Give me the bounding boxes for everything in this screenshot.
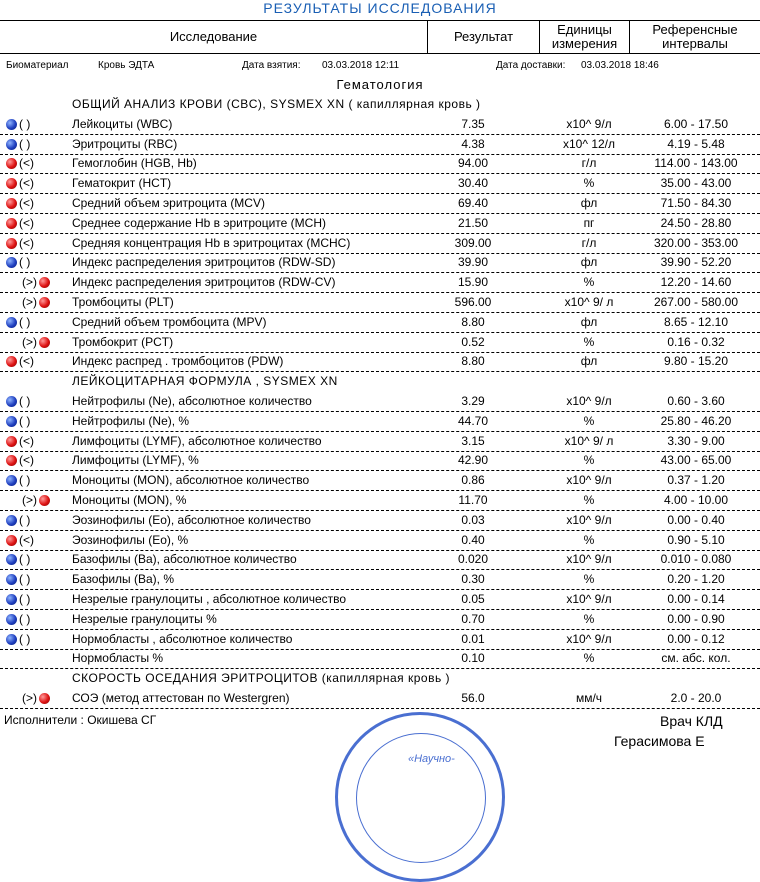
test-result: 3.29 bbox=[461, 394, 485, 408]
normal-dot-icon bbox=[6, 396, 17, 407]
doctor-name: Герасимова Е bbox=[614, 733, 705, 749]
abnormal-dot-icon bbox=[6, 455, 17, 466]
normal-dot-icon bbox=[6, 574, 17, 585]
flag-indicator bbox=[6, 176, 56, 192]
test-reference: 0.20 - 1.20 bbox=[667, 572, 725, 587]
test-name: Эозинофилы (Eo), % bbox=[72, 532, 189, 547]
flag-indicator bbox=[6, 612, 56, 628]
table-row bbox=[0, 649, 760, 669]
flag-indicator bbox=[6, 275, 56, 291]
flag-symbol: ( ) bbox=[19, 611, 31, 626]
flag-symbol: ( ) bbox=[19, 413, 31, 428]
test-name: Среднее содержание Hb в эритроците (MCH) bbox=[72, 215, 326, 230]
test-reference: 0.60 - 3.60 bbox=[667, 394, 725, 408]
abnormal-dot-icon bbox=[39, 277, 50, 288]
test-result: 69.40 bbox=[457, 196, 489, 210]
test-result: 0.05 bbox=[461, 592, 485, 606]
flag-symbol: ( ) bbox=[19, 631, 31, 646]
test-result: 94.00 bbox=[457, 156, 489, 171]
flag-indicator bbox=[6, 354, 56, 370]
test-reference: 2.0 - 20.0 bbox=[670, 691, 722, 705]
table-row bbox=[0, 135, 760, 155]
test-reference: 4.19 - 5.48 bbox=[667, 136, 725, 151]
flag-symbol: (<) bbox=[19, 453, 34, 468]
flag-symbol: (<) bbox=[19, 196, 34, 210]
flag-indicator bbox=[6, 533, 56, 549]
flag-symbol: (<) bbox=[19, 354, 34, 369]
test-result: 30.40 bbox=[457, 176, 489, 191]
abnormal-dot-icon bbox=[6, 356, 17, 367]
test-name: Моноциты (MON), абсолютное количество bbox=[72, 473, 310, 488]
test-unit: % bbox=[583, 275, 595, 290]
flag-symbol: (>) bbox=[22, 493, 37, 507]
test-unit: % bbox=[583, 413, 595, 428]
test-unit: x10^ 9/л bbox=[566, 512, 612, 527]
flag-indicator bbox=[6, 592, 56, 608]
flag-indicator bbox=[6, 513, 56, 529]
biomaterial-label: Биоматериал bbox=[6, 60, 69, 71]
test-name: Гемоглобин (HGB, Hb) bbox=[72, 156, 197, 171]
test-unit: % bbox=[583, 493, 595, 507]
stamp-text: «Научно- bbox=[408, 753, 455, 765]
abnormal-dot-icon bbox=[6, 178, 17, 189]
test-result: 0.03 bbox=[461, 512, 485, 527]
test-result: 42.90 bbox=[457, 453, 489, 468]
flag-symbol: (<) bbox=[19, 235, 34, 250]
taken-date-value: 03.03.2018 12:11 bbox=[322, 60, 400, 71]
test-reference: 320.00 - 353.00 bbox=[653, 235, 739, 250]
table-row bbox=[0, 392, 760, 412]
table-row bbox=[0, 570, 760, 590]
test-unit: x10^ 9/л bbox=[566, 552, 612, 567]
test-reference: 43.00 - 65.00 bbox=[660, 453, 732, 468]
test-result: 0.40 bbox=[461, 532, 485, 547]
test-reference: 12.20 - 14.60 bbox=[660, 275, 732, 290]
normal-dot-icon bbox=[6, 317, 17, 328]
test-unit: % bbox=[583, 611, 595, 626]
test-name: Базофилы (Ba), абсолютное количество bbox=[72, 552, 297, 567]
test-name: Индекс распределения эритроцитов (RDW-SD) bbox=[72, 255, 336, 270]
test-result: 39.90 bbox=[457, 255, 489, 270]
table-row bbox=[0, 432, 760, 452]
flag-symbol: (>) bbox=[22, 691, 37, 705]
test-result: 56.0 bbox=[461, 691, 485, 705]
column-study: Исследование bbox=[169, 29, 258, 44]
stamp-seal bbox=[335, 712, 505, 882]
delivery-date-label: Дата доставки: bbox=[496, 60, 566, 71]
test-result: 3.15 bbox=[461, 433, 485, 448]
test-unit: г/л bbox=[581, 156, 597, 171]
test-unit: x10^ 9/ л bbox=[564, 295, 614, 309]
test-result: 0.52 bbox=[461, 334, 485, 349]
flag-indicator bbox=[6, 335, 56, 351]
group-title: ОБЩИЙ АНАЛИЗ КРОВИ (CBC), SYSMEX XN ( капиллярная кровь ) bbox=[72, 97, 481, 111]
abnormal-dot-icon bbox=[6, 218, 17, 229]
test-reference: 3.30 - 9.00 bbox=[667, 433, 725, 448]
normal-dot-icon bbox=[6, 515, 17, 526]
test-unit: x10^ 9/л bbox=[566, 631, 612, 646]
flag-indicator bbox=[6, 572, 56, 588]
table-row bbox=[0, 531, 760, 551]
flag-indicator bbox=[6, 691, 56, 707]
flag-indicator bbox=[6, 117, 56, 133]
test-reference: 25.80 - 46.20 bbox=[660, 413, 732, 428]
flag-indicator bbox=[6, 552, 56, 568]
test-reference: 39.90 - 52.20 bbox=[660, 255, 732, 270]
test-name: Нейтрофилы (Ne), % bbox=[72, 413, 190, 428]
test-reference: 4.00 - 10.00 bbox=[663, 493, 729, 507]
flag-symbol: ( ) bbox=[19, 552, 31, 567]
doctor-title: Врач КЛД bbox=[660, 713, 723, 729]
normal-dot-icon bbox=[6, 139, 17, 150]
test-unit: мм/ч bbox=[575, 691, 603, 705]
test-unit: % bbox=[583, 651, 595, 666]
table-row bbox=[0, 412, 760, 432]
test-name: Индекс распределения эритроцитов (RDW-CV) bbox=[72, 275, 336, 290]
test-reference: 8.65 - 12.10 bbox=[663, 314, 729, 329]
table-row bbox=[0, 273, 760, 293]
flag-indicator bbox=[6, 434, 56, 450]
flag-symbol: (>) bbox=[22, 295, 37, 309]
taken-date-label: Дата взятия: bbox=[242, 60, 301, 71]
test-name: Тромбокрит (PCT) bbox=[72, 334, 174, 349]
normal-dot-icon bbox=[6, 554, 17, 565]
abnormal-dot-icon bbox=[39, 693, 50, 704]
test-reference: 0.00 - 0.14 bbox=[667, 592, 725, 606]
test-result: 4.38 bbox=[461, 136, 485, 151]
test-result: 44.70 bbox=[457, 413, 489, 428]
test-result: 15.90 bbox=[457, 275, 489, 290]
test-unit: г/л bbox=[581, 235, 597, 250]
table-row bbox=[0, 590, 760, 610]
table-row bbox=[0, 333, 760, 353]
flag-symbol: (<) bbox=[19, 433, 34, 448]
test-reference: 0.16 - 0.32 bbox=[667, 334, 725, 349]
test-reference: 0.00 - 0.90 bbox=[667, 611, 725, 626]
test-result: 8.80 bbox=[461, 314, 485, 329]
test-name: Лейкоциты (WBC) bbox=[72, 116, 173, 131]
test-unit: x10^ 9/ л bbox=[564, 433, 614, 448]
test-name: Средний объем эритроцита (MCV) bbox=[72, 196, 265, 210]
table-row bbox=[0, 630, 760, 650]
test-reference: 0.90 - 5.10 bbox=[667, 532, 725, 547]
flag-indicator bbox=[6, 493, 56, 509]
flag-symbol: ( ) bbox=[19, 512, 31, 527]
section-title: Гематология bbox=[336, 77, 424, 92]
test-unit: % bbox=[583, 176, 595, 191]
test-unit: x10^ 9/л bbox=[566, 473, 612, 488]
performers: Исполнители : Окишева СГ bbox=[4, 713, 157, 727]
flag-symbol: ( ) bbox=[19, 116, 31, 131]
test-unit: x10^ 9/л bbox=[566, 116, 612, 131]
test-result: 21.50 bbox=[457, 215, 489, 230]
column-reference: Референсные интервалы bbox=[629, 21, 760, 53]
flag-symbol: (>) bbox=[22, 334, 37, 349]
flag-indicator bbox=[6, 255, 56, 271]
flag-symbol: ( ) bbox=[19, 394, 31, 408]
test-name: Тромбоциты (PLT) bbox=[72, 295, 174, 309]
flag-indicator bbox=[6, 137, 56, 153]
table-row bbox=[0, 234, 760, 254]
test-name: Эозинофилы (Eo), абсолютное количество bbox=[72, 512, 311, 527]
test-reference: 0.37 - 1.20 bbox=[667, 473, 725, 488]
test-unit: x10^ 12/л bbox=[563, 136, 615, 151]
table-row bbox=[0, 451, 760, 471]
test-reference: 0.010 - 0.080 bbox=[660, 552, 732, 567]
flag-symbol: (<) bbox=[19, 176, 34, 191]
test-name: Индекс распред . тромбоцитов (PDW) bbox=[72, 354, 284, 369]
test-unit: x10^ 9/л bbox=[566, 394, 612, 408]
test-result: 11.70 bbox=[458, 493, 488, 507]
abnormal-dot-icon bbox=[39, 495, 50, 506]
table-row bbox=[0, 253, 760, 273]
test-result: 8.80 bbox=[461, 354, 485, 369]
flag-indicator bbox=[6, 196, 56, 212]
table-row bbox=[0, 491, 760, 511]
test-unit: фл bbox=[580, 354, 598, 369]
test-unit: % bbox=[583, 532, 595, 547]
test-result: 0.30 bbox=[461, 572, 485, 587]
test-result: 0.10 bbox=[461, 651, 485, 666]
table-row bbox=[0, 352, 760, 372]
flag-symbol: (>) bbox=[22, 275, 37, 290]
flag-symbol: (<) bbox=[19, 532, 34, 547]
abnormal-dot-icon bbox=[6, 198, 17, 209]
test-unit: фл bbox=[580, 196, 598, 210]
flag-indicator bbox=[6, 453, 56, 469]
table-row bbox=[0, 313, 760, 333]
test-reference: 267.00 - 580.00 bbox=[653, 295, 739, 309]
test-name: Незрелые гранулоциты % bbox=[72, 611, 217, 626]
table-row bbox=[0, 154, 760, 174]
normal-dot-icon bbox=[6, 614, 17, 625]
normal-dot-icon bbox=[6, 594, 17, 605]
flag-symbol: (<) bbox=[19, 215, 34, 230]
test-result: 309.00 bbox=[454, 235, 492, 250]
flag-symbol: (<) bbox=[19, 156, 34, 171]
column-units: Единицы измерения bbox=[539, 21, 629, 53]
test-name: Лимфоциты (LYMF), абсолютное количество bbox=[72, 433, 322, 448]
flag-symbol: ( ) bbox=[19, 592, 31, 606]
flag-indicator bbox=[6, 236, 56, 252]
test-name: СОЭ (метод аттестован по Westergren) bbox=[72, 691, 290, 705]
flag-indicator bbox=[6, 156, 56, 172]
test-name: Нормобласты , абсолютное количество bbox=[72, 631, 293, 646]
table-row bbox=[0, 471, 760, 491]
test-unit: % bbox=[583, 334, 595, 349]
table-row bbox=[0, 194, 760, 214]
test-reference: 9.80 - 15.20 bbox=[663, 354, 729, 369]
normal-dot-icon bbox=[6, 416, 17, 427]
test-unit: % bbox=[583, 572, 595, 587]
biomaterial-value: Кровь ЭДТА bbox=[98, 60, 155, 71]
group-title: СКОРОСТЬ ОСЕДАНИЯ ЭРИТРОЦИТОВ (капиллярная кровь ) bbox=[72, 671, 451, 686]
test-result: 596.00 bbox=[454, 295, 492, 309]
abnormal-dot-icon bbox=[39, 297, 50, 308]
normal-dot-icon bbox=[6, 634, 17, 645]
table-row bbox=[0, 293, 760, 313]
abnormal-dot-icon bbox=[39, 337, 50, 348]
report-title: РЕЗУЛЬТАТЫ ИССЛЕДОВАНИЯ bbox=[263, 0, 497, 16]
flag-indicator bbox=[6, 394, 56, 410]
test-result: 0.020 bbox=[457, 552, 489, 567]
test-name: Средняя концентрация Hb в эритроцитах (MCHC) bbox=[72, 235, 351, 250]
test-reference: 24.50 - 28.80 bbox=[660, 215, 732, 230]
test-unit: % bbox=[583, 453, 595, 468]
test-reference: 35.00 - 43.00 bbox=[660, 176, 732, 191]
abnormal-dot-icon bbox=[6, 238, 17, 249]
test-name: Лимфоциты (LYMF), % bbox=[72, 453, 199, 468]
test-reference: 0.00 - 0.40 bbox=[667, 512, 725, 527]
flag-symbol: ( ) bbox=[19, 314, 31, 329]
delivery-date-value: 03.03.2018 18:46 bbox=[581, 60, 659, 71]
table-row bbox=[0, 174, 760, 194]
table-row bbox=[0, 550, 760, 570]
abnormal-dot-icon bbox=[6, 158, 17, 169]
flag-indicator bbox=[6, 315, 56, 331]
test-unit: x10^ 9/л bbox=[566, 592, 612, 606]
test-result: 0.70 bbox=[461, 611, 485, 626]
test-name: Нейтрофилы (Ne), абсолютное количество bbox=[72, 394, 312, 408]
flag-symbol: ( ) bbox=[19, 572, 31, 587]
test-name: Базофилы (Ba), % bbox=[72, 572, 174, 587]
test-result: 0.01 bbox=[461, 631, 485, 646]
flag-indicator bbox=[6, 632, 56, 648]
normal-dot-icon bbox=[6, 257, 17, 268]
normal-dot-icon bbox=[6, 475, 17, 486]
test-result: 0.86 bbox=[461, 473, 485, 488]
test-unit: пг bbox=[583, 215, 595, 230]
table-row bbox=[0, 511, 760, 531]
test-reference: 114.00 - 143.00 bbox=[654, 156, 738, 171]
test-reference: 6.00 - 17.50 bbox=[663, 116, 729, 131]
test-result: 7.35 bbox=[461, 116, 485, 131]
flag-indicator bbox=[6, 473, 56, 489]
group-title: ЛЕЙКОЦИТАРНАЯ ФОРМУЛА , SYSMEX XN bbox=[72, 374, 338, 389]
test-reference: см. абс. кол. bbox=[661, 651, 731, 666]
abnormal-dot-icon bbox=[6, 436, 17, 447]
test-reference: 71.50 - 84.30 bbox=[660, 196, 732, 210]
test-name: Гематокрит (HCT) bbox=[72, 176, 172, 191]
flag-indicator bbox=[6, 295, 56, 311]
table-row bbox=[0, 214, 760, 234]
column-result: Результат bbox=[427, 21, 539, 53]
test-unit: фл bbox=[580, 314, 598, 329]
test-name: Нормобласты % bbox=[72, 651, 164, 666]
table-row bbox=[0, 115, 760, 135]
flag-symbol: ( ) bbox=[19, 136, 31, 151]
test-name: Эритроциты (RBC) bbox=[72, 136, 178, 151]
table-row bbox=[0, 689, 760, 709]
flag-symbol: ( ) bbox=[19, 473, 31, 488]
normal-dot-icon bbox=[6, 119, 17, 130]
test-name: Незрелые гранулоциты , абсолютное количество bbox=[72, 592, 347, 606]
test-unit: фл bbox=[580, 255, 598, 270]
test-reference: 0.00 - 0.12 bbox=[667, 631, 725, 646]
test-name: Средний объем тромбоцита (MPV) bbox=[72, 314, 267, 329]
table-header bbox=[0, 20, 760, 54]
flag-indicator bbox=[6, 414, 56, 430]
abnormal-dot-icon bbox=[6, 535, 17, 546]
flag-indicator bbox=[6, 216, 56, 232]
test-name: Моноциты (MON), % bbox=[72, 493, 187, 507]
flag-symbol: ( ) bbox=[19, 255, 31, 270]
table-row bbox=[0, 610, 760, 630]
